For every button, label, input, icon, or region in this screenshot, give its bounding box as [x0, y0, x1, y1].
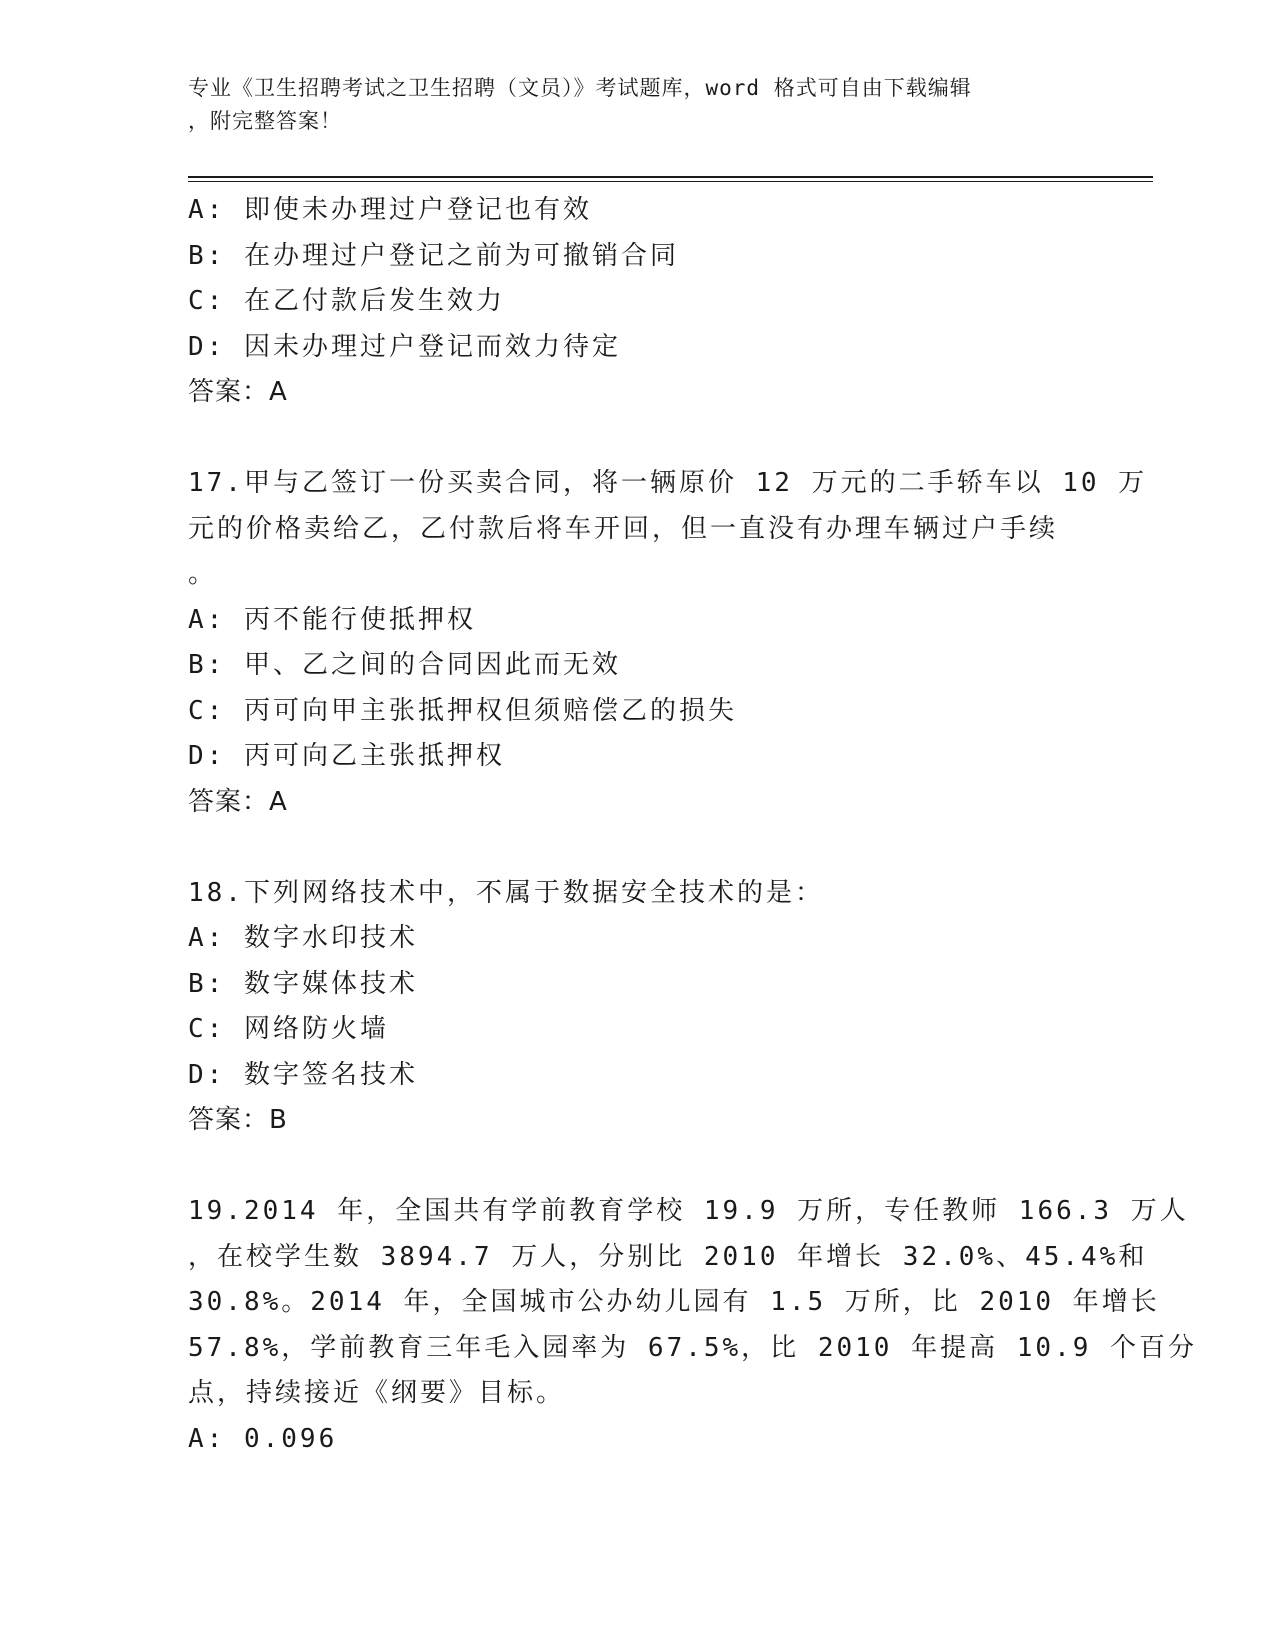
question-19 [188, 1189, 1198, 1462]
spacer [188, 1144, 1068, 1190]
question-17 [188, 461, 1148, 825]
question-text-line: 点，持续接近《纲要》目标。 [188, 1378, 566, 1408]
option-a: A: 即使未办理过户登记也有效 [188, 195, 592, 225]
option-d: D: 数字签名技术 [188, 1059, 418, 1090]
question-text-line: ，在校学生数 3894.7 万人，分别比 2010 年增长 32.0%、45.4%和 [188, 1241, 1148, 1272]
question-16 [188, 188, 1068, 416]
answer: 答案：A [188, 786, 288, 817]
answer: 答案：B [188, 1105, 288, 1135]
option-a: A: 数字水印技术 [188, 923, 418, 953]
option-c: C: 在乙付款后发生效力 [188, 286, 505, 316]
option-a: A: 0.096 [188, 1423, 338, 1454]
header-line-2: ，附完整答案！ [188, 109, 342, 133]
question-text-line: 17.甲与乙签订一份买卖合同，将一辆原价 12 万元的二手轿车以 10 万 [188, 468, 1148, 498]
answer: 答案：A [188, 377, 288, 407]
question-text-line: 。 [188, 559, 218, 589]
option-b: B: 在办理过户登记之前为可撤销合同 [188, 240, 679, 271]
option-c: C: 网络防火墙 [188, 1014, 389, 1044]
page-header [188, 72, 1068, 138]
spacer [188, 416, 1068, 462]
question-list [188, 188, 1198, 1462]
question-18 [188, 871, 1068, 1144]
header-divider [188, 176, 1153, 182]
option-d: D: 因未办理过户登记而效力待定 [188, 331, 621, 362]
question-text-line: 30.8%。2014 年，全国城市公办幼儿园有 1.5 万所，比 2010 年增长 [188, 1287, 1160, 1317]
option-c: C: 丙可向甲主张抵押权但须赔偿乙的损失 [188, 695, 737, 726]
option-b: B: 数字媒体技术 [188, 968, 418, 999]
header-line-1: 专业《卫生招聘考试之卫生招聘（文员）》考试题库，word 格式可自由下载编辑 [188, 76, 972, 100]
question-text-line: 18.下列网络技术中，不属于数据安全技术的是： [188, 877, 824, 908]
option-d: D: 丙可向乙主张抵押权 [188, 741, 505, 771]
spacer [188, 825, 1068, 871]
question-text-line: 57.8%，学前教育三年毛入园率为 67.5%，比 2010 年提高 10.9 个百分 [188, 1332, 1198, 1363]
option-b: B: 甲、乙之间的合同因此而无效 [188, 650, 621, 680]
option-a: A: 丙不能行使抵押权 [188, 604, 476, 635]
question-text-line: 19.2014 年，全国共有学前教育学校 19.9 万所，专任教师 166.3 万人 [188, 1196, 1189, 1226]
question-text-line: 元的价格卖给乙，乙付款后将车开回，但一直没有办理车辆过户手续 [188, 513, 1059, 544]
